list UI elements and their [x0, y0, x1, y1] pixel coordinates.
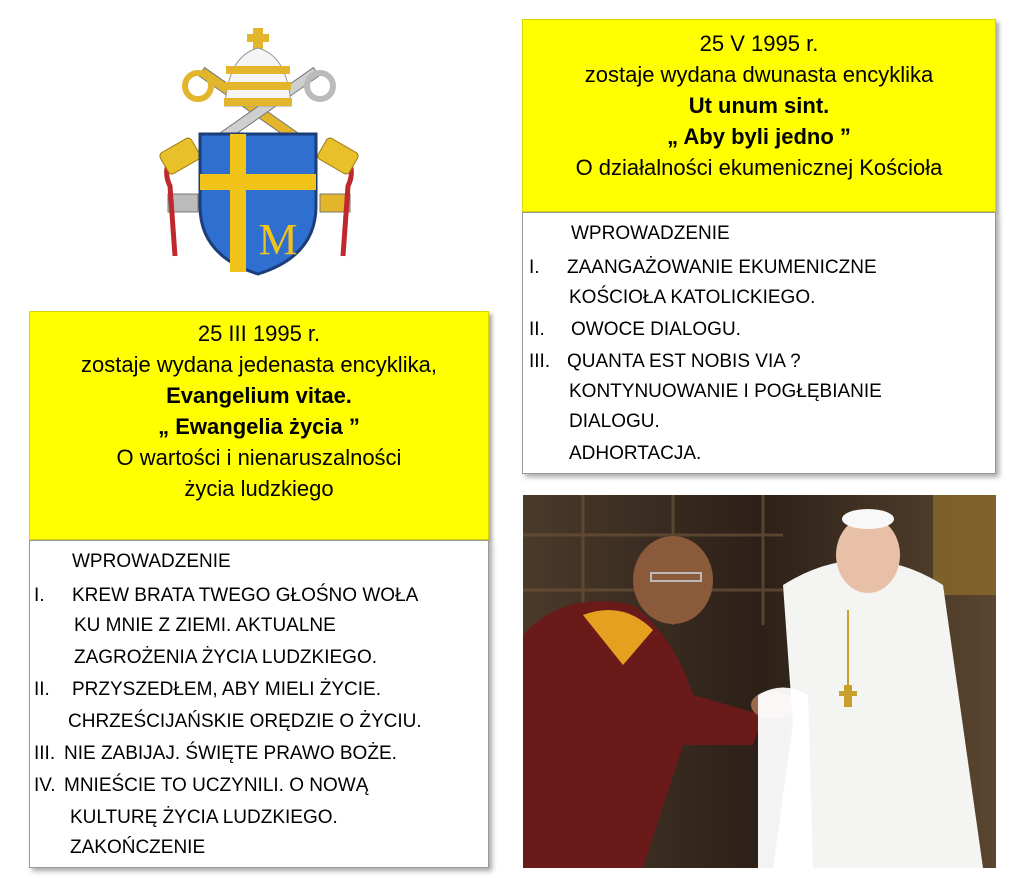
ut-unum-sint-contents: WPROWADZENIE I. ZAANGAŻOWANIE EKUMENICZNE KOŚCIOŁA KATOLICKIEGO. II. OWOCE DIALOGU. III. QUANTA EST NOBIS VIA ? KONTYNUOWANIE I POGŁĘBIANIE DIALOGU. ADHORTACJA.	[522, 212, 996, 474]
evangelium-vitae-date: 25 III 1995 r.	[197, 321, 321, 346]
papal-coat-of-arms	[150, 26, 368, 278]
evangelium-vitae-contents: WPROWADZENIE I. KREW BRATA TWEGO GŁOŚNO WOŁA KU MNIE Z ZIEMI. AKTUALNE ZAGROŻENIA ŻYCIA LUDZKIEGO. II. PRZYSZEDŁEM, ABY MIELI ŻYCIE. CHRZEŚCIJAŃSKIE ORĘDZIE O ŻYCIU. III. NIE ZABIJAJ. ŚWIĘTE PRAWO BOŻE. IV. MNIEŚCIE TO UCZYNILI. O NOWĄ KULTURĘ ŻYCIA LUDZKIEGO. ZAKOŃCZENIE	[29, 540, 489, 868]
ut-unum-sint-date: 25 V 1995 r.	[699, 31, 819, 56]
photo-pope-and-monk	[523, 495, 996, 868]
ut-unum-sint-line1: zostaje wydana dwunasta encyklika	[584, 62, 934, 87]
contents-intro: WPROWADZENIE	[571, 223, 730, 244]
evangelium-vitae-line1: zostaje wydana jedenasta encyklika,	[81, 352, 437, 377]
ut-unum-sint-header	[522, 19, 996, 212]
evangelium-vitae-header	[29, 311, 489, 540]
evangelium-vitae-subtitle-2: życia ludzkiego	[184, 476, 334, 501]
ut-unum-sint-polish-title: „ Aby byli jedno ”	[667, 124, 851, 149]
ut-unum-sint-latin-title: Ut unum sint.	[688, 93, 830, 118]
ut-unum-sint-subtitle: O działalności ekumenicznej Kościoła	[575, 155, 943, 180]
shield-letter: M	[258, 215, 298, 264]
evangelium-vitae-subtitle-1: O wartości i nienaruszalności	[116, 445, 402, 470]
contents-intro: WPROWADZENIE	[72, 551, 231, 572]
evangelium-vitae-latin-title: Evangelium vitae.	[166, 383, 352, 408]
evangelium-vitae-polish-title: „ Ewangelia życia ”	[158, 414, 360, 439]
